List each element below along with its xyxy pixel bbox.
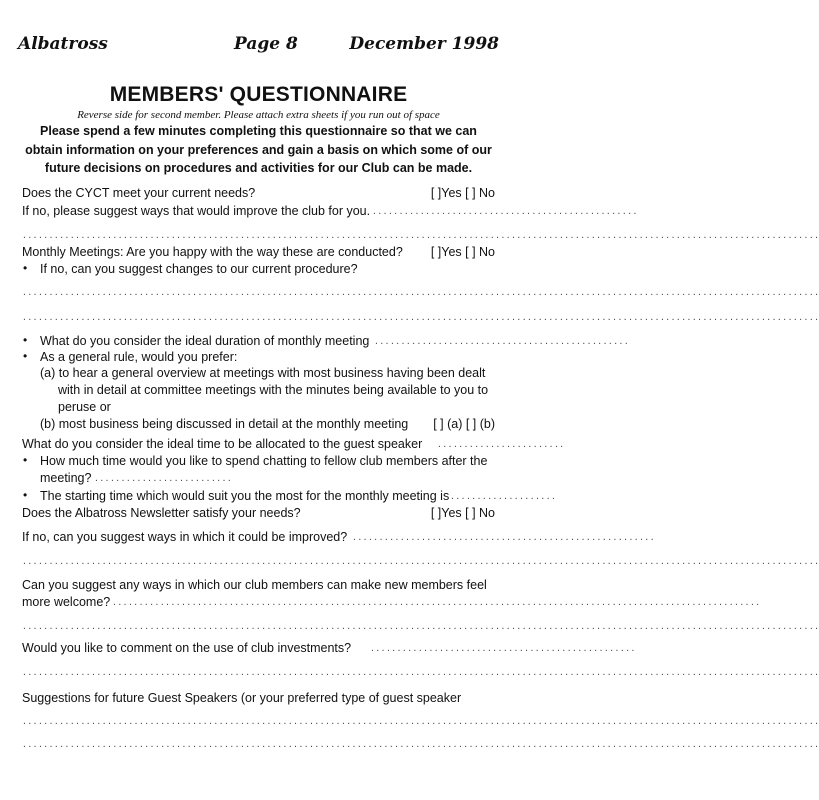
bullet: • (23, 261, 28, 275)
option-a-line3: peruse or (58, 400, 111, 414)
subtitle-note: Reverse side for second member. Please attach extra sheets if you run out of space (77, 109, 440, 121)
question-guest-speaker-time: What do you consider the ideal time to be allocated to the guest speaker (22, 437, 423, 451)
answer-line[interactable]: ...................................................................................................................................................... (22, 717, 819, 726)
current-needs-yes-no[interactable]: [ ]Yes [ ] No (430, 186, 495, 200)
page-title: MEMBERS' QUESTIONNAIRE (109, 83, 408, 106)
question-improve-club: If no, please suggest ways that would improve the club for you. (22, 204, 371, 218)
question-current-needs: Does the CYCT meet your current needs? (22, 186, 256, 200)
question-monthly-meetings: Monthly Meetings: Are you happy with the way these are conducted? (22, 245, 403, 259)
answer-line[interactable]: ...................................................................................................................................................... (22, 288, 819, 297)
option-a-line2: with in detail at committee meetings with the minutes being available to you to (58, 383, 489, 397)
bullet: • (23, 349, 28, 363)
answer-line[interactable]: ...................................................................................................................................................... (22, 231, 819, 240)
option-a-b-checkboxes[interactable]: [ ] (a) [ ] (b) (433, 417, 495, 431)
question-newsletter: Does the Albatross Newsletter satisfy your needs? (22, 506, 301, 520)
question-welcome-line1: Can you suggest any ways in which our club members can make new members feel (22, 578, 487, 592)
answer-line[interactable]: ........................ (437, 440, 565, 449)
bullet: • (23, 333, 28, 347)
bullet: • (23, 488, 28, 502)
newsletter-yes-no[interactable]: [ ]Yes [ ] No (430, 506, 495, 520)
question-chatting-time-line1: How much time would you like to spend chatting to fellow club members after the (40, 454, 488, 468)
question-meeting-preference: As a general rule, would you prefer: (40, 350, 238, 364)
option-a-line1: (a) to hear a general overview at meetings with most business having been dealt (40, 366, 486, 380)
answer-line[interactable]: ......................................................... (352, 533, 656, 542)
answer-line[interactable]: ...................................................................................................................................................... (22, 557, 819, 566)
page-number: Page 8 (234, 34, 298, 54)
question-meeting-duration: What do you consider the ideal duration of monthly meeting (40, 334, 370, 348)
question-club-investments: Would you like to comment on the use of club investments? (22, 641, 352, 655)
question-starting-time: The starting time which would suit you the most for the monthly meeting is (40, 489, 450, 503)
option-b: (b) most business being discussed in detail at the monthly meeting (40, 417, 409, 431)
answer-line[interactable]: .......................................................................................................................... (112, 598, 761, 607)
answer-line[interactable]: .......................... (94, 474, 233, 483)
question-guest-speakers: Suggestions for future Guest Speakers (or your preferred type of guest speaker (22, 691, 462, 705)
question-suggest-changes: If no, can you suggest changes to our current procedure? (40, 262, 358, 276)
question-chatting-time-line2: meeting? (40, 471, 92, 485)
answer-line[interactable]: .................................................. (370, 644, 636, 653)
question-newsletter-improve: If no, can you suggest ways in which it could be improved? (22, 530, 348, 544)
answer-line[interactable]: ...................................................................................................................................................... (22, 622, 819, 631)
answer-line[interactable]: .................................................. (372, 207, 638, 216)
answer-line[interactable]: ...................................................................................................................................................... (22, 740, 819, 749)
intro-paragraph: Please spend a few minutes completing this questionnaire so that we can obtain information on your preferences and gain a basis on which some of our future decisions on procedures and activities for our Club can be made. (25, 124, 492, 175)
answer-line[interactable]: .................... (450, 492, 557, 501)
answer-line[interactable]: ................................................ (374, 337, 630, 346)
answer-line[interactable]: ...................................................................................................................................................... (22, 313, 819, 322)
issue-date: December 1998 (349, 34, 499, 54)
newsletter-name: Albatross (18, 34, 108, 54)
bullet: • (23, 453, 28, 467)
monthly-meetings-yes-no[interactable]: [ ]Yes [ ] No (430, 245, 495, 259)
question-welcome-line2: more welcome? (22, 595, 111, 609)
answer-line[interactable]: ...................................................................................................................................................... (22, 668, 819, 677)
